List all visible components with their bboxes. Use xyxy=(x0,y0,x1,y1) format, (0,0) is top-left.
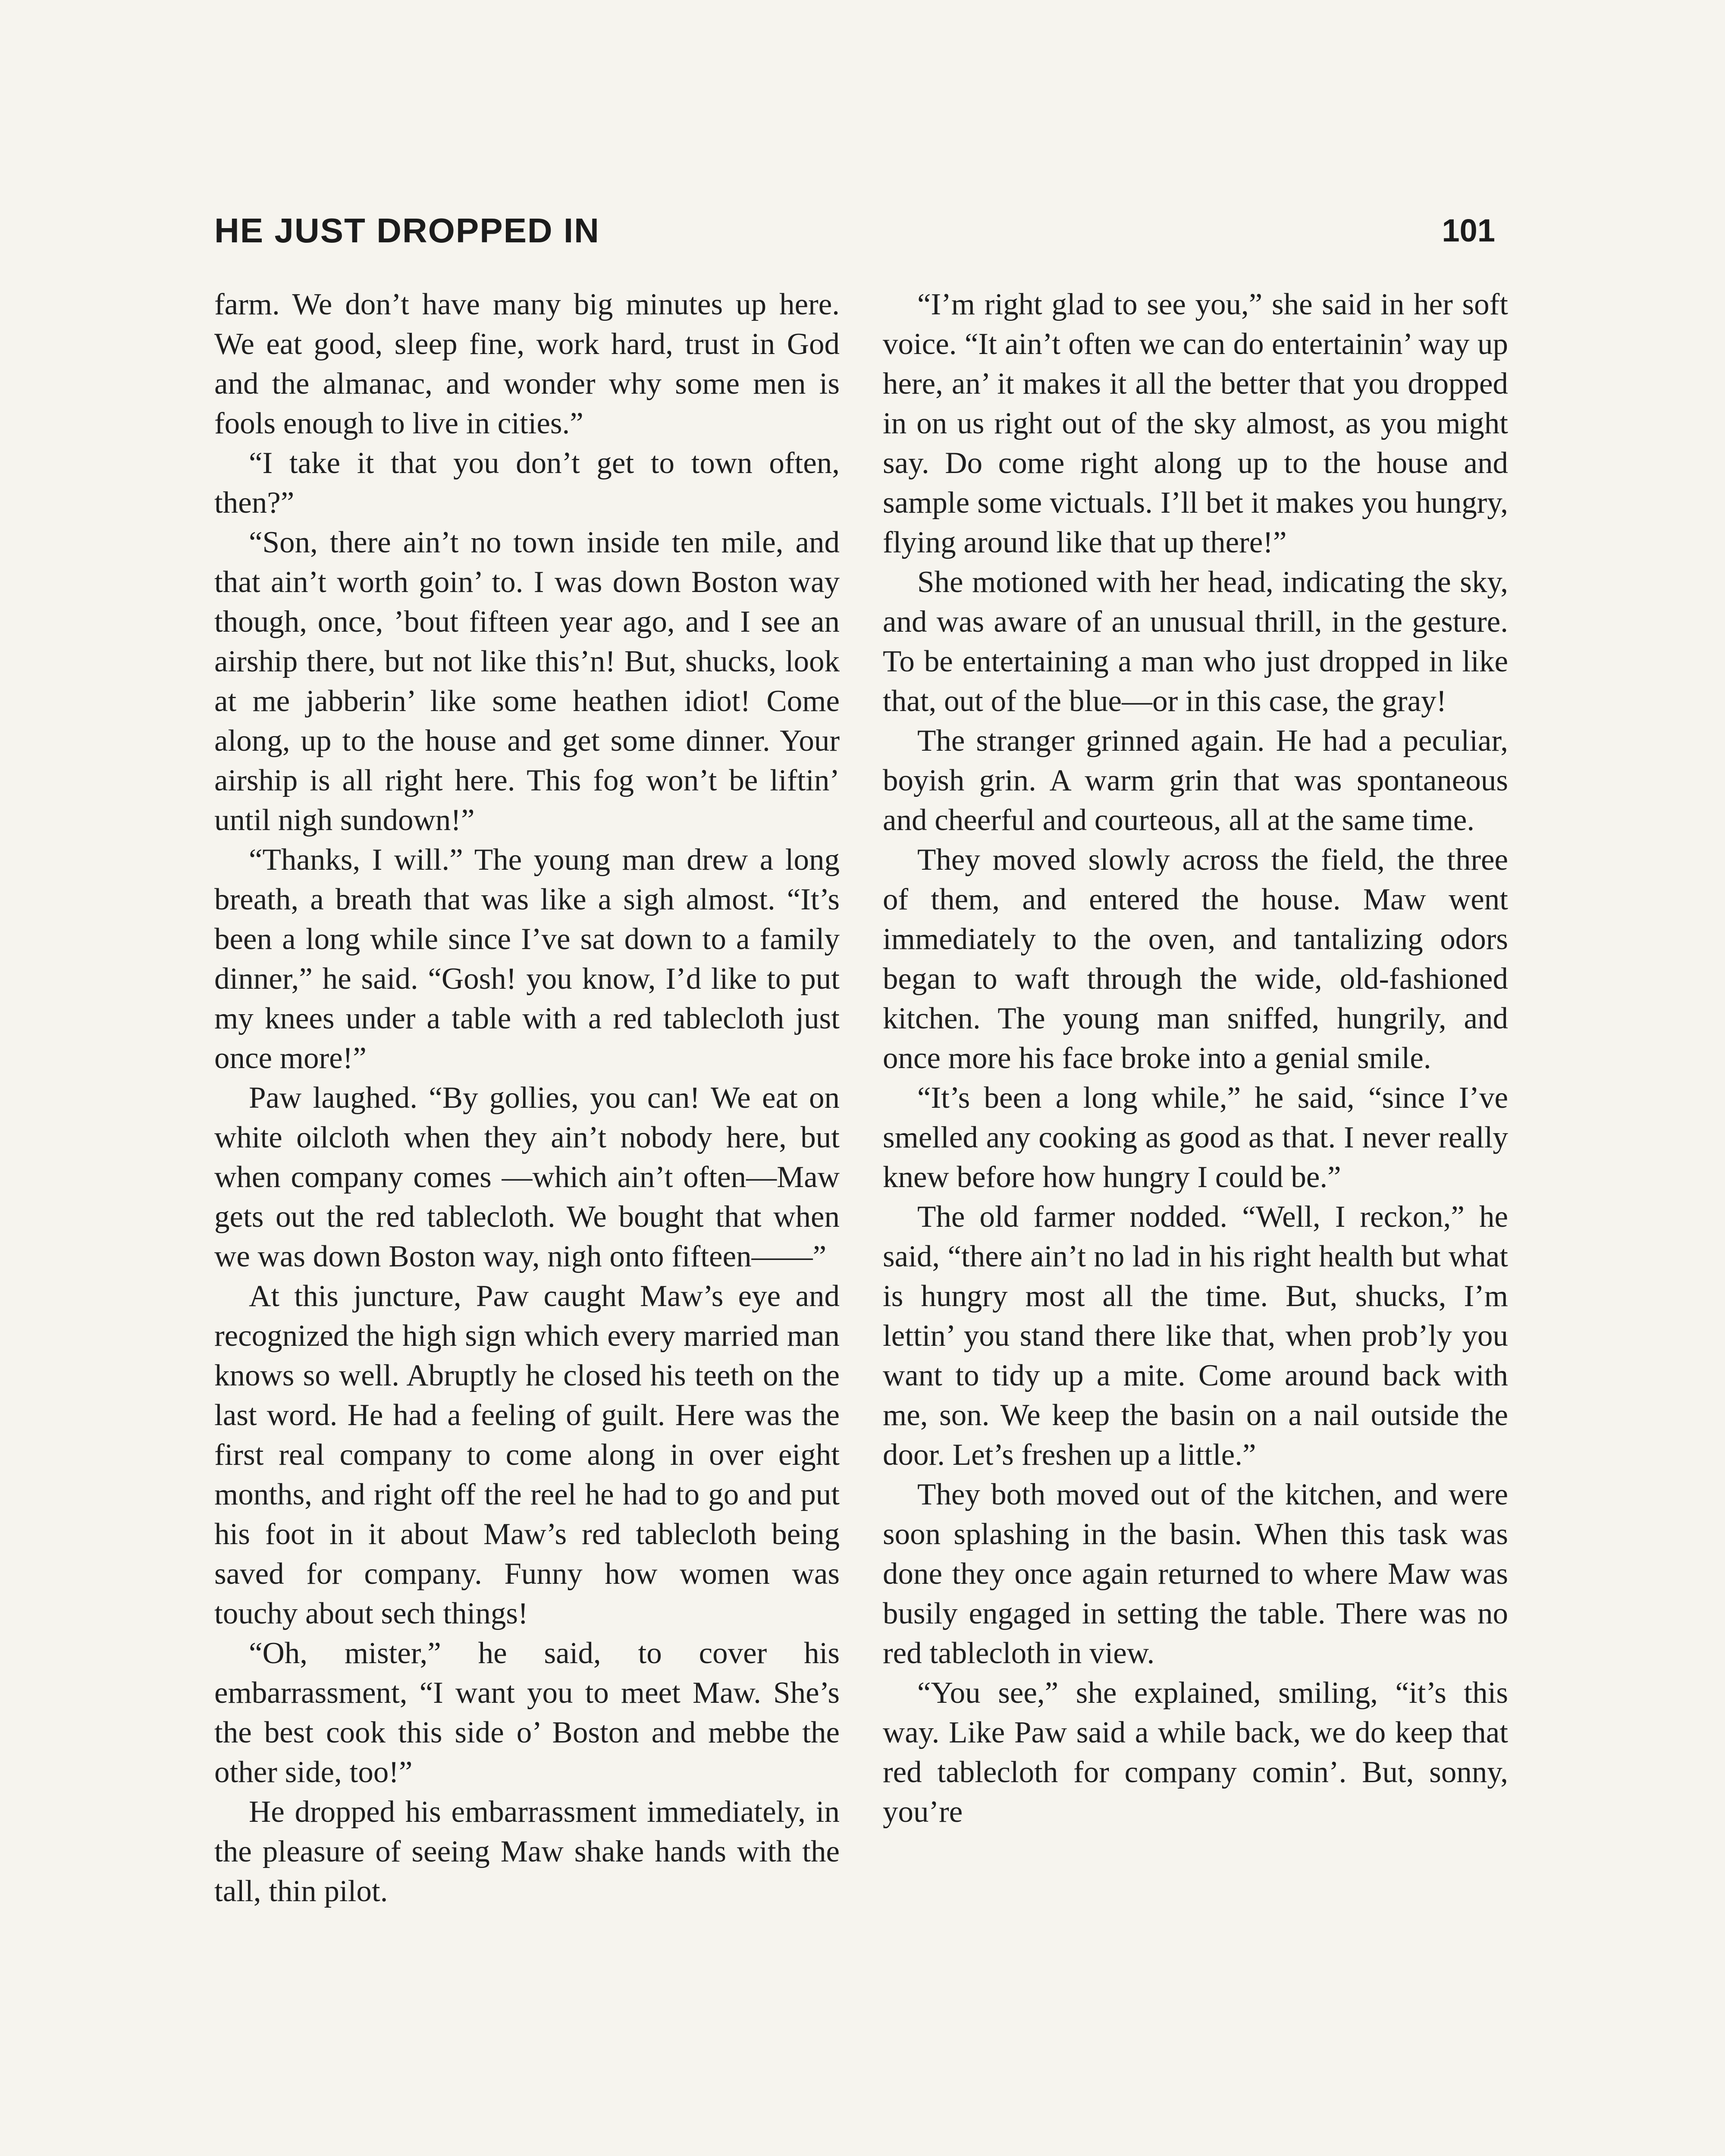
page-number: 101 xyxy=(1442,213,1495,248)
paragraph: At this juncture, Paw caught Maw’s eye and recognized the high sign which every married man knows so well. Abruptly he closed his teeth on the last word. He had a feeling of guilt. Here was the first real company to come along in over eight months, and right off the reel he had to go and put his foot in it about Maw’s red tablecloth being saved for company. Funny how women was touchy about sech things! xyxy=(214,1279,840,1630)
paragraph: The stranger grinned again. He had a peculiar, boyish grin. A warm grin that was spontaneous and cheerful and courteous, all at the same time. xyxy=(883,724,1508,837)
paragraph: The old farmer nodded. “Well, I reckon,” he said, “there ain’t no lad in his right health but what is hungry most all the time. But, shucks, I’m lettin’ you stand there like that, when prob’ly you want to tidy up a mite. Come around back with me, son. We keep the basin on a nail outside the door. Let’s freshen up a little.” xyxy=(883,1200,1508,1472)
paragraph: “Son, there ain’t no town inside ten mile, and that ain’t worth goin’ to. I was down Boston way though, once, ’bout fifteen year ago, and I see an airship there, but not like this’n! But, shucks, look at me jabberin’ like some heathen idiot! Come along, up to the house and get some dinner. Your airship is all right here. This fog won’t be liftin’ until nigh sundown!” xyxy=(214,526,840,837)
paragraph: “You see,” she explained, smiling, “it’s this way. Like Paw said a while back, we do keep that red tablecloth for company comin’. But, sonny, you’re xyxy=(883,1676,1508,1829)
paragraph: “Oh, mister,” he said, to cover his embarrassment, “I want you to meet Maw. She’s the best cook this side o’ Boston and mebbe the other side, too!” xyxy=(214,1636,840,1789)
paragraph: farm. We don’t have many big minutes up here. We eat good, sleep fine, work hard, trust in God and the almanac, and wonder why some men is fools enough to live in cities.” xyxy=(214,288,840,440)
paragraph: “I take it that you don’t get to town often, then?” xyxy=(214,446,840,520)
text-column-left xyxy=(214,285,840,1911)
paragraph: She motioned with her head, indicating the sky, and was aware of an unusual thrill, in the gesture. To be entertaining a man who just dropped in like that, out of the blue—or in this case, the gray! xyxy=(883,565,1508,718)
running-header xyxy=(214,207,1495,254)
paragraph: Paw laughed. “By gollies, you can! We eat on white oilcloth when they ain’t nobody here, but when company comes —which ain’t often—Maw gets out the red tablecloth. We bought that when we was down Boston way, nigh onto fifteen——” xyxy=(214,1081,840,1273)
text-column-right xyxy=(883,285,1508,1832)
paragraph: He dropped his embarrassment immediately, in the pleasure of seeing Maw shake hands with the tall, thin pilot. xyxy=(214,1795,840,1908)
paragraph: “It’s been a long while,” he said, “since I’ve smelled any cooking as good as that. I never really knew before how hungry I could be.” xyxy=(883,1081,1508,1194)
paragraph: They moved slowly across the field, the three of them, and entered the house. Maw went immediately to the oven, and tantalizing odors began to waft through the wide, old-fashioned kitchen. The young man sniffed, hungrily, and once more his face broke into a genial smile. xyxy=(883,843,1508,1075)
running-title: HE JUST DROPPED IN xyxy=(214,211,600,250)
paragraph: They both moved out of the kitchen, and were soon splashing in the basin. When this task was done they once again returned to where Maw was busily engaged in setting the table. There was no red tablecloth in view. xyxy=(883,1478,1508,1670)
paragraph: “Thanks, I will.” The young man drew a long breath, a breath that was like a sigh almost. “It’s been a long while since I’ve sat down to a family dinner,” he said. “Gosh! you know, I’d like to put my knees under a table with a red tablecloth just once more!” xyxy=(214,843,840,1075)
paragraph: “I’m right glad to see you,” she said in her soft voice. “It ain’t often we can do entertainin’ way up here, an’ it makes it all the better that you dropped in on us right out of the sky almost, as you might say. Do come right along up to the house and sample some victuals. I’ll bet it makes you hungry, flying around like that up there!” xyxy=(883,288,1508,559)
